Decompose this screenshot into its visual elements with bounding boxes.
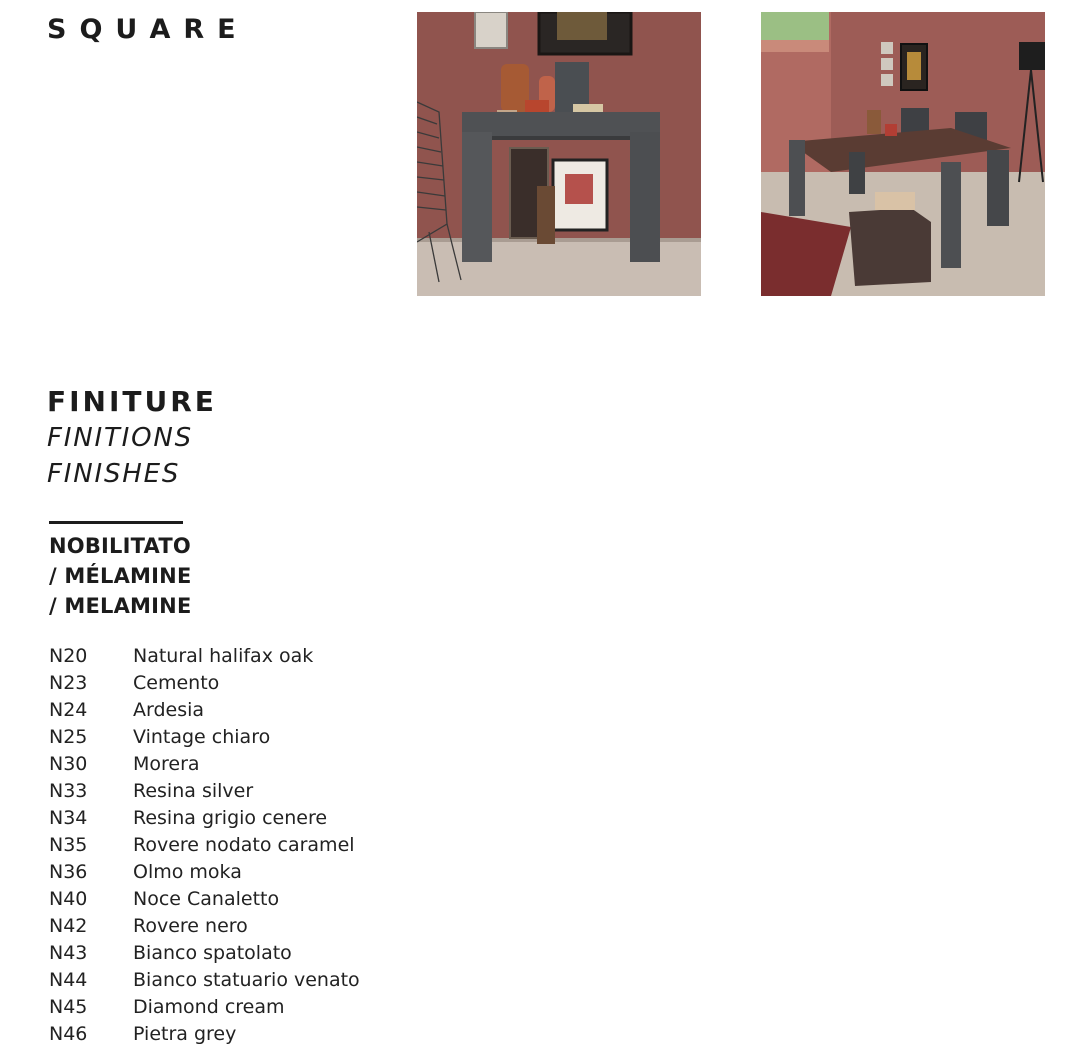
- finish-name: Morera: [133, 753, 200, 775]
- finish-name: Rovere nodato caramel: [133, 834, 355, 856]
- finish-name: Olmo moka: [133, 861, 242, 883]
- finish-name: Resina silver: [133, 780, 254, 802]
- finish-name: Vintage chiaro: [133, 726, 271, 748]
- finish-row: [49, 778, 360, 805]
- finish-code: N24: [49, 699, 88, 721]
- finish-code: N33: [49, 780, 88, 802]
- finish-code: N40: [49, 888, 88, 910]
- finish-name: Natural halifax oak: [133, 645, 314, 667]
- finish-code: N30: [49, 753, 88, 775]
- finish-row: [49, 643, 360, 670]
- finish-row: [49, 1021, 360, 1048]
- finish-code: N36: [49, 861, 88, 883]
- finishes-heading-en: FINISHES: [47, 459, 181, 489]
- finishes-heading: [47, 384, 217, 492]
- finish-code: N46: [49, 1023, 88, 1045]
- finish-code: N34: [49, 807, 88, 829]
- finish-code: N43: [49, 942, 88, 964]
- finish-name: Cemento: [133, 672, 220, 694]
- finish-row: [49, 967, 360, 994]
- finish-code: N23: [49, 672, 88, 694]
- finish-row: [49, 697, 360, 724]
- finish-row: [49, 751, 360, 778]
- section-divider: [49, 521, 183, 524]
- finish-code: N45: [49, 996, 88, 1018]
- finish-code: N20: [49, 645, 88, 667]
- finish-row: [49, 886, 360, 913]
- finish-list: [49, 643, 360, 1048]
- finish-row: [49, 913, 360, 940]
- finish-row: [49, 832, 360, 859]
- finish-name: Rovere nero: [133, 915, 248, 937]
- brand-title: SQUARE: [47, 14, 249, 45]
- finish-name: Ardesia: [133, 699, 205, 721]
- dining-table-photo: [761, 12, 1045, 296]
- material-heading: [49, 531, 192, 621]
- finish-name: Bianco spatolato: [133, 942, 292, 964]
- finish-name: Resina grigio cenere: [133, 807, 328, 829]
- finish-row: [49, 670, 360, 697]
- finish-code: N44: [49, 969, 88, 991]
- material-line-3: / MELAMINE: [49, 594, 192, 618]
- finish-row: [49, 859, 360, 886]
- finish-code: N42: [49, 915, 88, 937]
- console-table-photo: [417, 12, 701, 296]
- finish-name: Noce Canaletto: [133, 888, 280, 910]
- finishes-heading-it: FINITURE: [47, 385, 217, 418]
- material-line-2: / MÉLAMINE: [49, 564, 192, 588]
- finish-row: [49, 805, 360, 832]
- finish-name: Pietra grey: [133, 1023, 237, 1045]
- finish-name: Bianco statuario venato: [133, 969, 360, 991]
- finish-code: N25: [49, 726, 88, 748]
- finish-row: [49, 724, 360, 751]
- finish-name: Diamond cream: [133, 996, 285, 1018]
- finishes-heading-fr: FINITIONS: [47, 423, 193, 453]
- finish-code: N35: [49, 834, 88, 856]
- finish-row: [49, 940, 360, 967]
- finish-row: [49, 994, 360, 1021]
- material-line-1: NOBILITATO: [49, 534, 191, 558]
